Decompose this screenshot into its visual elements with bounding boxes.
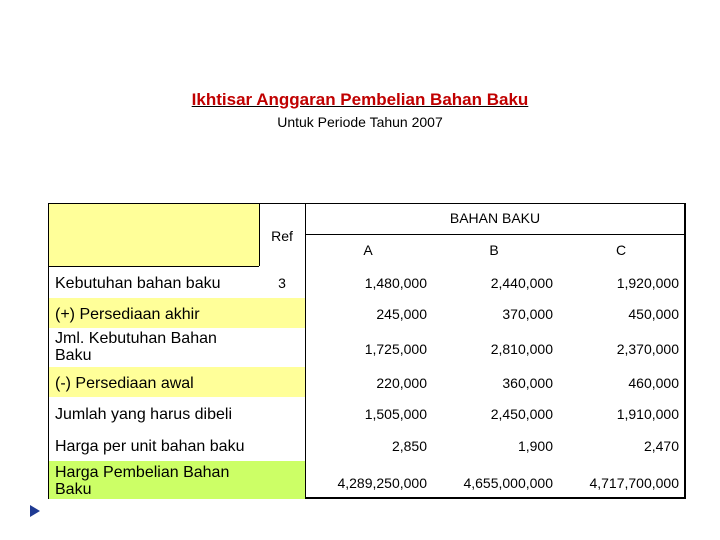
cell-persediaan-akhir-a: 245,000 [376, 306, 427, 322]
cell-harga-unit-b: 1,900 [517, 438, 553, 454]
cell-persediaan-awal-b: 360,000 [502, 375, 553, 391]
cell-jml-kebutuhan-b: 2,810,000 [490, 341, 553, 357]
slide-nav-arrow-icon[interactable] [28, 504, 46, 518]
row-label-kebutuhan: Kebutuhan bahan baku [55, 275, 221, 292]
cell-persediaan-akhir-b: 370,000 [502, 306, 553, 322]
header-divider [49, 266, 259, 267]
group-header-divider [305, 234, 685, 235]
row-label-jumlah-dibeli: Jumlah yang harus dibeli [55, 406, 232, 423]
cell-kebutuhan-c: 1,920,000 [616, 275, 679, 291]
cell-harga-pembelian-b: 4,655,000,000 [463, 475, 553, 491]
cell-harga-pembelian-a: 4,289,250,000 [337, 475, 427, 491]
cell-kebutuhan-a: 1,480,000 [364, 275, 427, 291]
cell-jumlah-dibeli-a: 1,505,000 [364, 406, 427, 422]
cell-persediaan-awal-a: 220,000 [376, 375, 427, 391]
cell-persediaan-awal-c: 460,000 [628, 375, 679, 391]
row-label-jml-kebutuhan: Jml. Kebutuhan Bahan Baku [55, 330, 217, 364]
row-label-persediaan-awal: (-) Persediaan awal [55, 375, 194, 392]
row-label-harga-pembelian: Harga Pembelian Bahan Baku [55, 464, 230, 498]
cell-persediaan-akhir-c: 450,000 [628, 306, 679, 322]
cell-jml-kebutuhan-a: 1,725,000 [364, 341, 427, 357]
budget-table [48, 203, 686, 499]
row-ref-kebutuhan: 3 [278, 275, 286, 291]
ref-header: Ref [271, 228, 293, 244]
cell-jumlah-dibeli-b: 2,450,000 [490, 406, 553, 422]
cell-harga-unit-c: 2,470 [643, 438, 679, 454]
header-label-band [49, 204, 259, 266]
cell-harga-unit-a: 2,850 [391, 438, 427, 454]
column-header-b: B [489, 242, 499, 258]
column-header-a: A [363, 242, 373, 258]
column-header-c: C [615, 242, 627, 258]
group-header-bahan-baku: BAHAN BAKU [449, 210, 541, 226]
row-label-harga-unit: Harga per unit bahan baku [55, 438, 245, 455]
cell-jml-kebutuhan-c: 2,370,000 [616, 341, 679, 357]
cell-harga-pembelian-c: 4,717,700,000 [589, 475, 679, 491]
page-title: Ikhtisar Anggaran Pembelian Bahan Baku [191, 90, 529, 109]
page-subtitle: Untuk Periode Tahun 2007 [277, 114, 443, 130]
cell-kebutuhan-b: 2,440,000 [490, 275, 553, 291]
row-label-persediaan-akhir: (+) Persediaan akhir [55, 306, 200, 323]
cell-jumlah-dibeli-c: 1,910,000 [616, 406, 679, 422]
